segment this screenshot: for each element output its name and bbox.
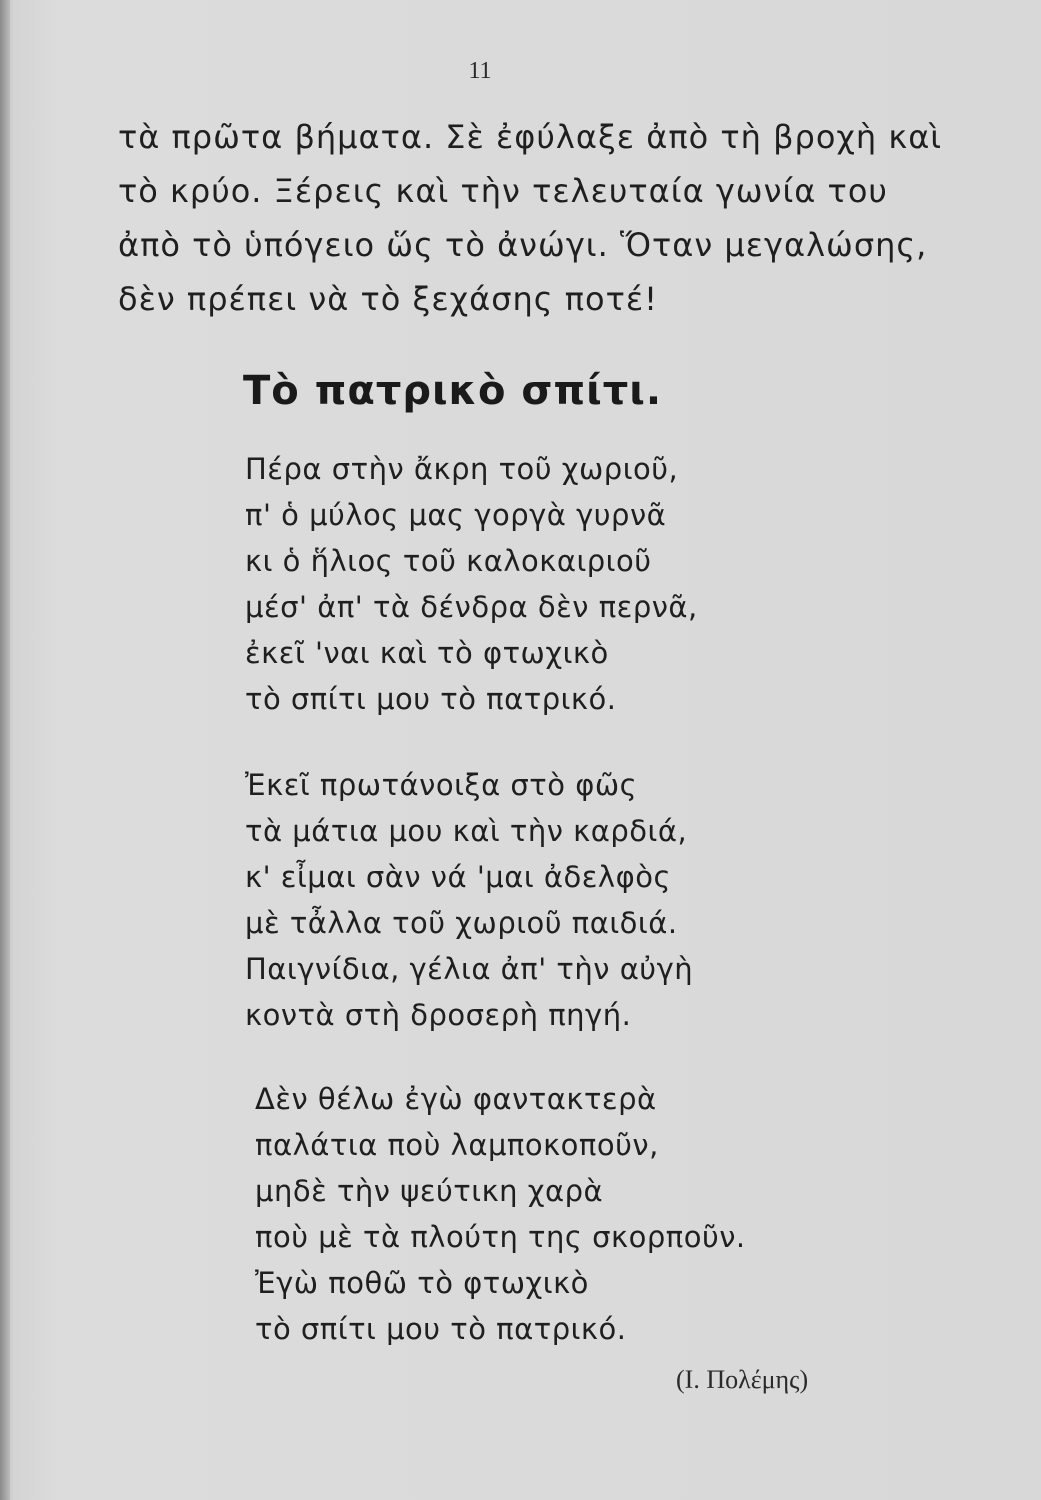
poem-line: μηδὲ τὴν ψεύτικη χαρὰ bbox=[255, 1174, 604, 1208]
prose-line: τὰ πρῶτα βήματα. Σὲ ἐφύλαξε ἀπὸ τὴ βροχὴ καὶ bbox=[118, 118, 943, 156]
poem-line: κ' εἶμαι σὰν νά 'μαι ἀδελφὸς bbox=[245, 860, 671, 894]
poem-line: Ἐκεῖ πρωτάνοιξα στὸ φῶς bbox=[245, 768, 638, 802]
poem-stanza-3 bbox=[255, 1076, 746, 1352]
poem-author: (Ι. Πολέμης) bbox=[676, 1365, 809, 1394]
poem-line: κοντὰ στὴ δροσερὴ πηγή. bbox=[245, 998, 632, 1032]
poem-line: παλάτια ποὺ λαμποκοποῦν, bbox=[255, 1128, 659, 1162]
page-number: 11 bbox=[468, 58, 492, 84]
poem-title: Τὸ πατρικὸ σπίτι. bbox=[243, 368, 663, 414]
prose-line: τὸ κρύο. Ξέρεις καὶ τὴν τελευταία γωνία του bbox=[118, 172, 888, 210]
poem-line: τὸ σπίτι μου τὸ πατρικό. bbox=[245, 682, 617, 716]
poem-line: ποὺ μὲ τὰ πλούτη της σκορποῦν. bbox=[255, 1220, 746, 1254]
poem-line: Παιγνίδια, γέλια ἀπ' τὴν αὐγὴ bbox=[245, 952, 694, 986]
poem-line: τὸ σπίτι μου τὸ πατρικό. bbox=[255, 1312, 627, 1346]
prose-line: ἀπὸ τὸ ὑπόγειο ὥς τὸ ἀνώγι. Ὅταν μεγαλώσης, bbox=[118, 226, 928, 264]
poem-line: Πέρα στὴν ἄκρη τοῦ χωριοῦ, bbox=[245, 452, 679, 486]
poem-line: ἐκεῖ 'ναι καὶ τὸ φτωχικὸ bbox=[245, 636, 609, 670]
prose-line: δὲν πρέπει νὰ τὸ ξεχάσης ποτέ! bbox=[118, 280, 658, 318]
poem-stanza-1 bbox=[245, 446, 698, 722]
prose-paragraph bbox=[118, 110, 942, 326]
binding-edge bbox=[0, 0, 10, 1500]
poem-line: Δὲν θέλω ἐγὼ φαντακτερὰ bbox=[255, 1082, 657, 1116]
poem-line: τὰ μάτια μου καὶ τὴν καρδιά, bbox=[245, 814, 688, 848]
poem-line: Ἐγὼ ποθῶ τὸ φτωχικὸ bbox=[255, 1266, 589, 1300]
poem-line: μὲ τἆλλα τοῦ χωριοῦ παιδιά. bbox=[245, 906, 678, 940]
poem-line: μέσ' ἀπ' τὰ δένδρα δὲν περνᾶ, bbox=[245, 590, 698, 624]
poem-line: π' ὁ μύλος μας γοργὰ γυρνᾶ bbox=[245, 498, 667, 532]
poem-line: κι ὁ ἥλιος τοῦ καλοκαιριοῦ bbox=[245, 544, 652, 578]
poem-stanza-2 bbox=[245, 762, 693, 1038]
